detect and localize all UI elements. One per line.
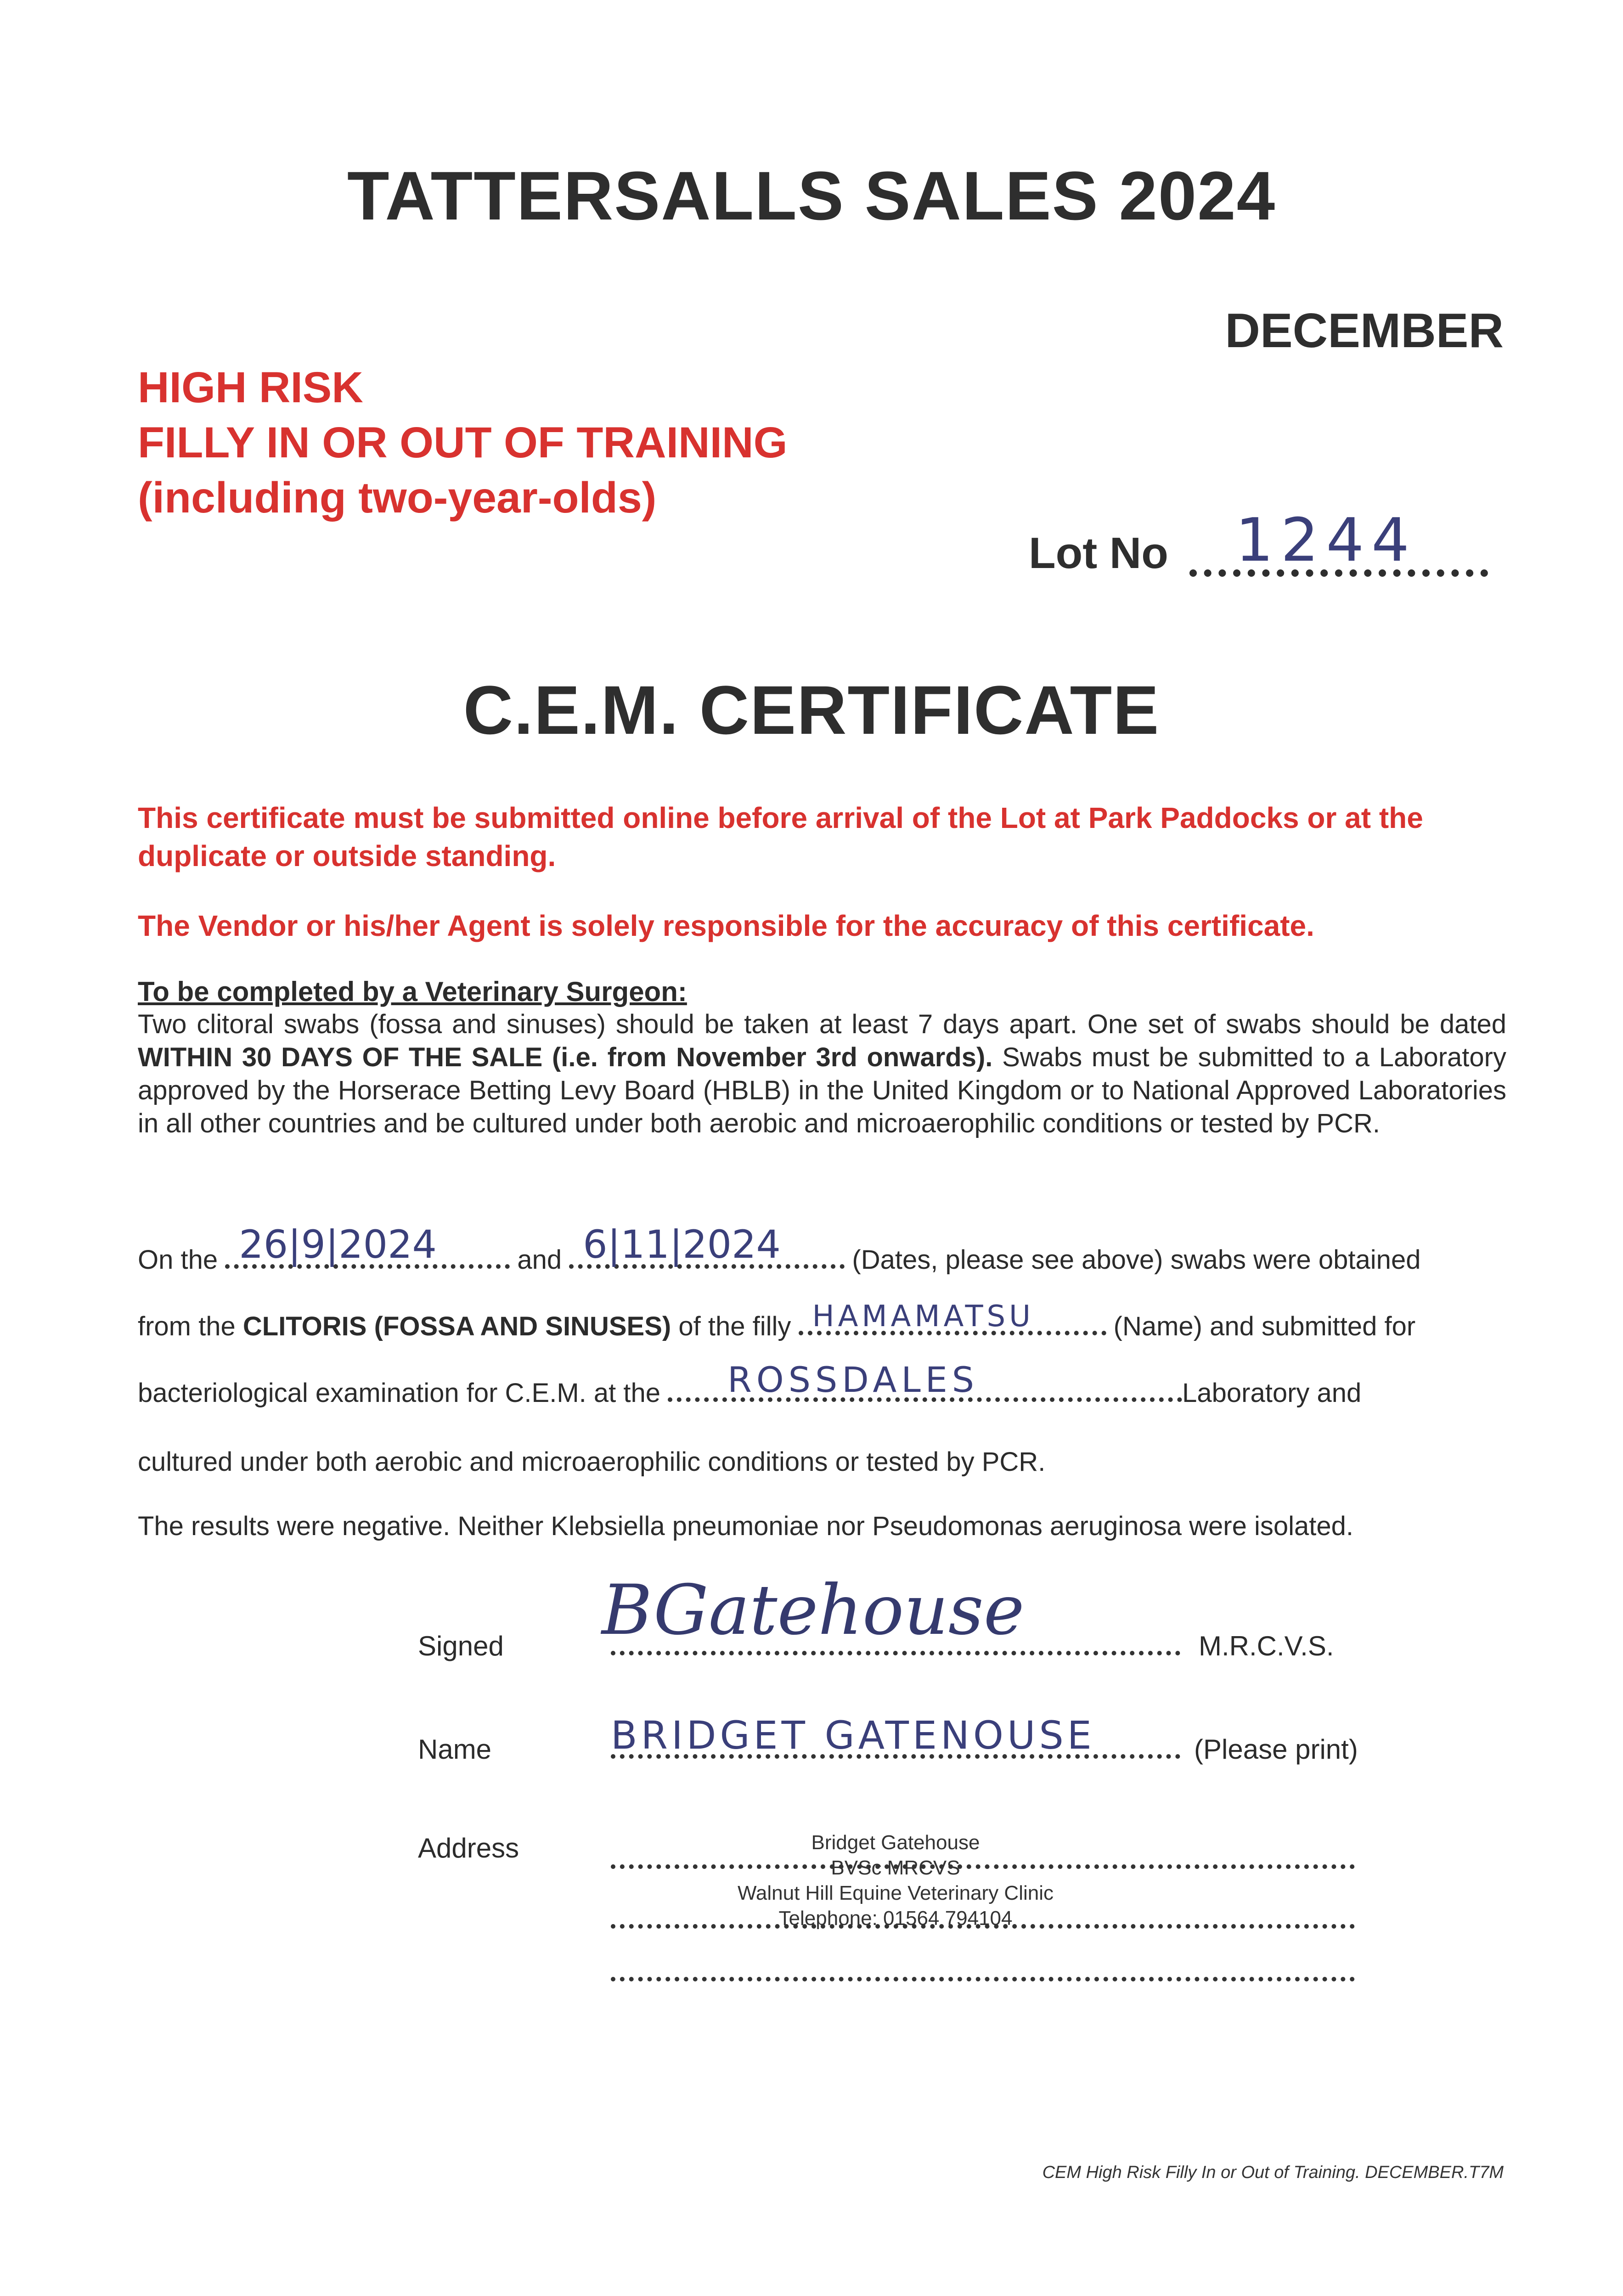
first-swab-date-field[interactable] [225, 1222, 510, 1269]
address-label: Address [418, 1833, 519, 1863]
swab-site: CLITORIS (FOSSA AND SINUSES) [242, 1311, 671, 1341]
instructions-part-1: Two clitoral swabs (fossa and sinuses) should be taken at least 7 days apart. One set of swabs should be dated [138, 1009, 1506, 1039]
laboratory-line [138, 1359, 1362, 1408]
vet-section-heading: To be completed by a Veterinary Surgeon: [138, 976, 687, 1007]
dates-note: (Dates, please see above) swabs were obtained [852, 1245, 1421, 1275]
signature-field[interactable] [611, 1632, 1180, 1655]
vet-instructions [138, 1008, 1506, 1140]
sale-month: DECEMBER [1225, 304, 1504, 358]
stamp-clinic: Walnut Hill Equine Veterinary Clinic [738, 1882, 1054, 1904]
vet-signature: BGatehouse [602, 1570, 1025, 1650]
laboratory-name: ROSSDALES [727, 1359, 979, 1400]
first-swab-date: 26|9|2024 [239, 1222, 437, 1267]
risk-line-2: FILLY IN OR OUT OF TRAINING [138, 418, 788, 467]
lab-and-label: Laboratory and [1182, 1378, 1362, 1408]
lot-number-value: 1244 [1235, 505, 1417, 575]
cultured-line: cultured under both aerobic and microaerophilic conditions or tested by PCR. [138, 1447, 1046, 1477]
risk-line-1: HIGH RISK [138, 363, 363, 412]
results-line: The results were negative. Neither Klebsiella pneumoniae nor Pseudomonas aeruginosa were isolated. [138, 1511, 1353, 1541]
signed-label: Signed [418, 1631, 504, 1661]
risk-line-3: (including two-year-olds) [138, 473, 657, 522]
name-submitted-label: (Name) and submitted for [1113, 1311, 1416, 1341]
printed-name-field[interactable] [611, 1736, 1180, 1759]
mrcvs-label: M.R.C.V.S. [1199, 1631, 1334, 1661]
vet-stamp [666, 1830, 1125, 1931]
name-label: Name [418, 1734, 492, 1765]
on-the-label: On the [138, 1245, 218, 1275]
lot-label: Lot No [1029, 529, 1168, 578]
address-field-line-3[interactable] [611, 1958, 1355, 1981]
filly-line [138, 1300, 1416, 1342]
instructions-part-2: Swabs must be submitted to a Laboratory approved by the Horserace Betting Levy Board (HBLB) in the United Kingdom or to National Approved Laboratories in all other countries and be cultured under both aerobic and microaerophilic conditions or tested by PCR. [138, 1042, 1506, 1138]
submission-notice: This certificate must be submitted online before arrival of the Lot at Park Paddocks or at the duplicate or outside standing. [138, 801, 1423, 873]
stamp-name: Bridget Gatehouse [811, 1831, 980, 1854]
certificate-title: C.E.M. CERTIFICATE [463, 671, 1160, 748]
of-filly-label: of the filly [678, 1311, 791, 1341]
and-label: and [517, 1245, 562, 1275]
vet-printed-name: BRIDGET GATENOUSE [611, 1713, 1095, 1758]
second-swab-date: 6|11|2024 [583, 1222, 781, 1267]
instructions-deadline: WITHIN 30 DAYS OF THE SALE (i.e. from November 3rd onwards). [138, 1042, 993, 1072]
form-reference: CEM High Risk Filly In or Out of Training. DECEMBER.T7M [1042, 2163, 1504, 2182]
please-print-label: (Please print) [1194, 1734, 1358, 1765]
filly-name: HAMAMATSU [812, 1300, 1034, 1334]
filly-name-field[interactable] [799, 1300, 1106, 1335]
bact-exam-label: bacteriological examination for C.E.M. at the [138, 1378, 660, 1408]
stamp-qualification: BVSc MRCVS [831, 1857, 960, 1879]
from-the-label: from the [138, 1311, 236, 1341]
responsibility-notice: The Vendor or his/her Agent is solely responsible for the accuracy of this certificate. [138, 909, 1314, 942]
dates-line [138, 1222, 1421, 1275]
laboratory-field[interactable] [668, 1359, 1182, 1402]
second-swab-date-field[interactable] [569, 1222, 845, 1269]
document-title: TATTERSALLS SALES 2024 [347, 157, 1276, 234]
stamp-telephone: Telephone: 01564 794104 [778, 1907, 1013, 1930]
